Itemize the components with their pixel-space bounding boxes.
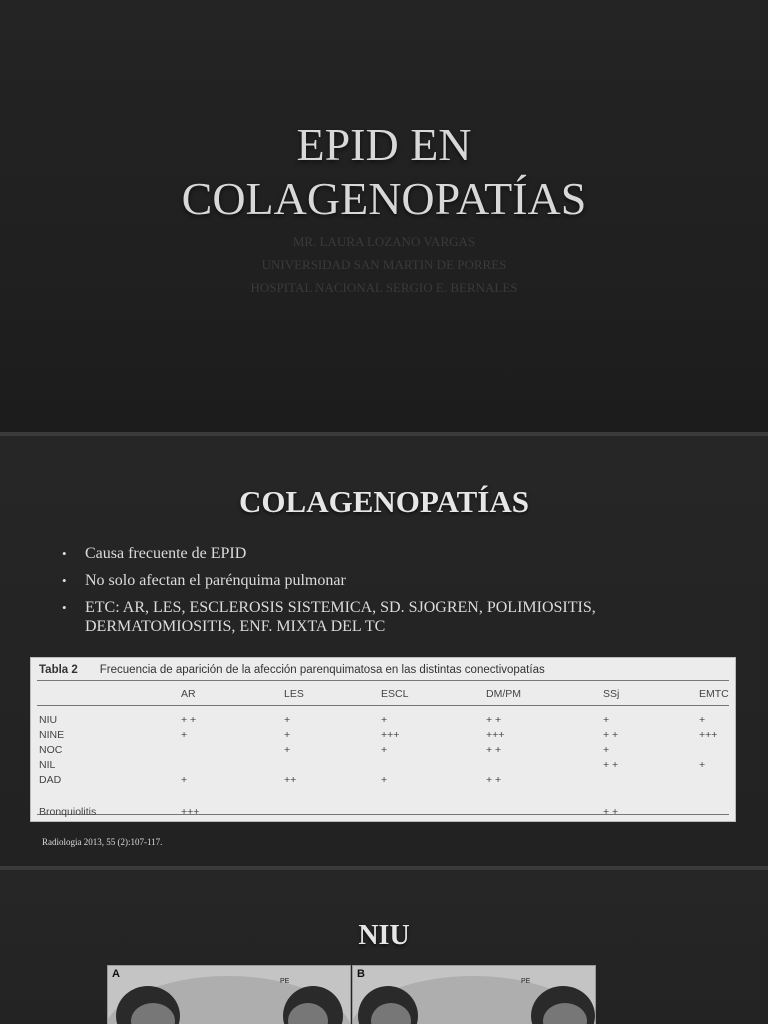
table-cell: +++ <box>486 729 505 741</box>
bullet-icon: • <box>62 573 67 588</box>
bullet-item <box>62 571 622 590</box>
table-cell: + <box>603 744 610 756</box>
ct-scan-drawing <box>353 966 595 1024</box>
slide-heading: NIU <box>358 920 410 951</box>
table-row-label: NIU <box>39 714 58 726</box>
presentation-title <box>0 118 768 226</box>
table-column-header: AR <box>181 688 196 700</box>
table-cell: + + <box>603 806 619 818</box>
ct-scan-image-b <box>352 965 596 1024</box>
table-cell: + <box>699 759 706 771</box>
table-cell: + + <box>486 714 502 726</box>
table-cell: ++ <box>284 774 297 786</box>
bullet-icon: • <box>62 600 67 615</box>
bullet-icon: • <box>62 546 67 561</box>
ct-scan-drawing <box>108 966 350 1024</box>
table-number: Tabla 2 <box>39 664 78 676</box>
table-column-header: DM/PM <box>486 688 521 700</box>
image-label: A <box>112 968 120 980</box>
table-cell: + + <box>181 714 197 726</box>
table-caption <box>39 664 545 676</box>
presentation-subtitle <box>0 230 768 299</box>
table-cell: + + <box>486 744 502 756</box>
frequency-table <box>30 657 736 822</box>
table-cell: + <box>284 729 291 741</box>
bullet-text: ETC: AR, LES, ESCLEROSIS SISTEMICA, SD. SJOGREN, POLIMIOSITIS, DERMATOMIOSITIS, ENF. MIXTA DEL TC <box>85 599 596 635</box>
table-cell: + <box>381 714 388 726</box>
table-cell: + <box>603 714 610 726</box>
image-tag: PE <box>521 978 531 985</box>
table-cell: +++ <box>381 729 400 741</box>
bullet-text: Causa frecuente de EPID <box>85 545 247 562</box>
content-slide-niu <box>0 870 768 1024</box>
table-cell: +++ <box>699 729 718 741</box>
table-column-header: LES <box>284 688 304 700</box>
bullet-list <box>62 544 622 644</box>
university-name: UNIVERSIDAD SAN MARTIN DE PORRES <box>261 257 507 272</box>
table-cell: + + <box>603 729 619 741</box>
table-cell: + <box>699 714 706 726</box>
table-row-label: Bronquiolitis <box>39 806 97 818</box>
table-cell: +++ <box>181 806 200 818</box>
slide-heading: COLAGENOPATÍAS <box>239 484 529 519</box>
ct-scan-image-a <box>107 965 351 1024</box>
table-cell: + + <box>486 774 502 786</box>
table-cell: + <box>181 774 188 786</box>
bullet-item <box>62 544 622 563</box>
table-row-label: NIL <box>39 759 56 771</box>
citation: Radiologia 2013, 55 (2):107-117. <box>42 837 163 847</box>
table-cell: + <box>381 744 388 756</box>
table-cell: + <box>284 714 291 726</box>
title-slide <box>0 0 768 432</box>
bullet-text: No solo afectan el parénquima pulmonar <box>85 572 346 589</box>
bullet-item <box>62 598 622 636</box>
image-label: B <box>357 968 365 980</box>
title-line-1: EPID EN <box>296 119 472 170</box>
table-column-header: SSj <box>603 688 620 700</box>
table-row-label: DAD <box>39 774 62 786</box>
content-slide-colagenopatias <box>0 436 768 866</box>
title-line-2: COLAGENOPATÍAS <box>181 173 587 224</box>
table-rule-header <box>37 705 729 706</box>
table-rule-top <box>37 680 729 681</box>
hospital-name: HOSPITAL NACIONAL SERGIO E. BERNALES <box>250 280 518 295</box>
table-caption-text: Frecuencia de aparición de la afección parenquimatosa en las distintas conectivopatías <box>99 664 545 676</box>
table-cell: + <box>381 774 388 786</box>
table-row-label: NINE <box>39 729 65 741</box>
table-column-header: ESCL <box>381 688 409 700</box>
table-cell: + <box>284 744 291 756</box>
table-column-header: EMTC <box>699 688 729 700</box>
image-tag: PE <box>280 978 290 985</box>
table-rule-bottom <box>37 814 729 815</box>
author-name: MR. LAURA LOZANO VARGAS <box>292 234 476 249</box>
table-cell: + <box>181 729 188 741</box>
table-row-label: NOC <box>39 744 63 756</box>
table-cell: + + <box>603 759 619 771</box>
